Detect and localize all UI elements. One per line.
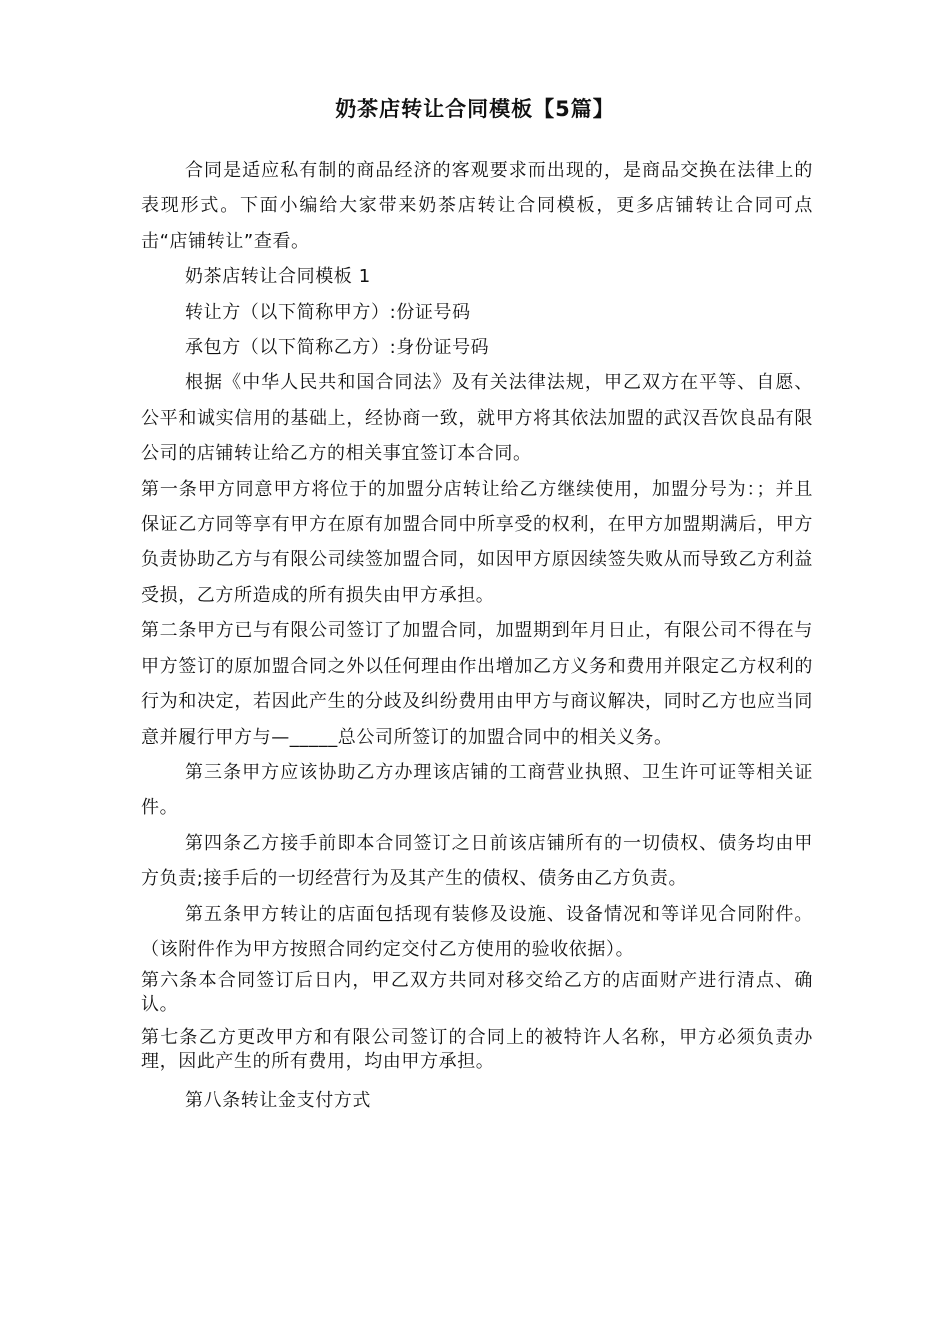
paragraph-intro: 合同是适应私有制的商品经济的客观要求而出现的，是商品交换在法律上的表现形式。下面小编给大家带来奶茶店转让合同模板，更多店铺转让合同可点击“店铺转让”查看。 [141, 160, 813, 252]
paragraph-article-7: 第七条乙方更改甲方和有限公司签订的合同上的被特许人名称，甲方必须负责办理，因此产生的所有费用，均由甲方承担。 [141, 1027, 813, 1073]
paragraph-template-heading: 奶茶店转让合同模板 1 [185, 266, 371, 288]
paragraph-article-8: 第八条转让金支付方式 [185, 1090, 371, 1112]
document-body [141, 153, 813, 1119]
paragraph-article-6: 第六条本合同签订后日内，甲乙双方共同对移交给乙方的店面财产进行清点、确认。 [141, 970, 813, 1016]
paragraph-article-1: 第一条甲方同意甲方将位于的加盟分店转让给乙方继续使用，加盟分号为：；并且保证乙方同等享有甲方在原有加盟合同中所享受的权利，在甲方加盟期满后，甲方负责协助乙方与有限公司续签加盟合同，如因甲方原因续签失败从而导致乙方利益受损，乙方所造成的所有损失由甲方承担。 [141, 478, 813, 606]
paragraph-article-3: 第三条甲方应该协助乙方办理该店铺的工商营业执照、卫生许可证等相关证件。 [141, 761, 813, 819]
paragraph-article-5: 第五条甲方转让的店面包括现有装修及设施、设备情况和等详见合同附件。（该附件作为甲方按照合同约定交付乙方使用的验收依据）。 [141, 903, 813, 960]
document-title: 奶茶店转让合同模板【5篇】 [335, 97, 615, 121]
paragraph-contractor: 承包方（以下简称乙方）:身份证号码 [185, 337, 490, 359]
paragraph-article-4: 第四条乙方接手前即本合同签订之日前该店铺所有的一切债权、债务均由甲方负责;接手后的一切经营行为及其产生的债权、债务由乙方负责。 [141, 832, 813, 890]
paragraph-article-2: 第二条甲方已与有限公司签订了加盟合同，加盟期到年月日止，有限公司不得在与甲方签订的原加盟合同之外以任何理由作出增加乙方义务和费用并限定乙方权利的行为和决定，若因此产生的分歧及纠纷费用由甲方与商议解决，同时乙方也应当同意并履行甲方与—_____总公司所签订的加盟合同中的相关义务。 [141, 620, 813, 748]
paragraph-transferor: 转让方（以下简称甲方）:份证号码 [185, 301, 471, 323]
paragraph-basis: 根据《中华人民共和国合同法》及有关法律法规，甲乙双方在平等、自愿、公平和诚实信用的基础上，经协商一致，就甲方将其依法加盟的武汉吾饮良品有限公司的店铺转让给乙方的相关事宜签订本合同。 [141, 372, 813, 465]
